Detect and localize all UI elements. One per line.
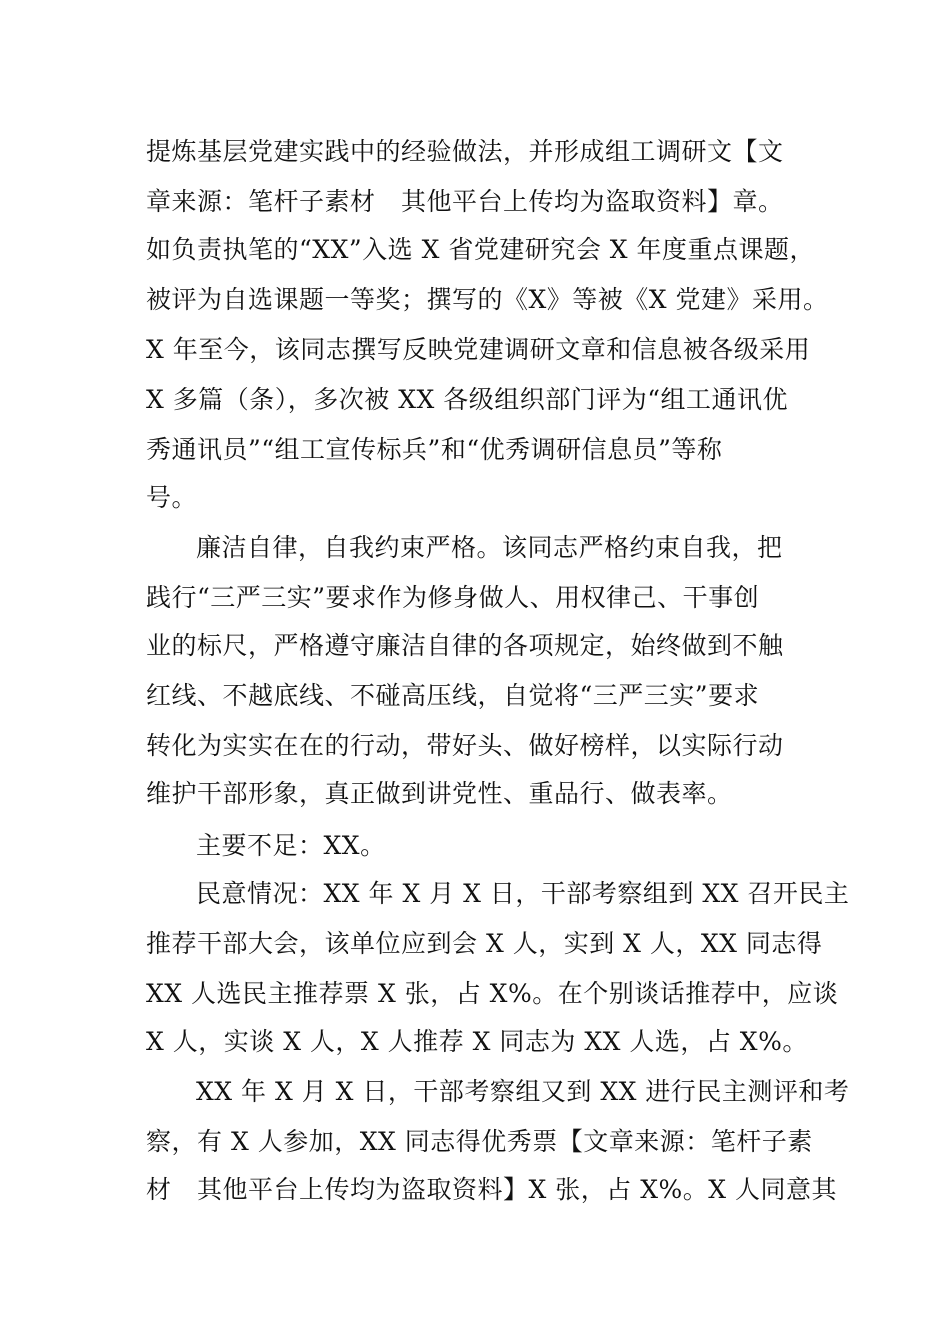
- text-line: 转化为实实在在的行动，带好头、做好榜样，以实际行动: [146, 731, 784, 760]
- text-line: 提炼基层党建实践中的经验做法，并形成组工调研文【文: [146, 137, 784, 166]
- text-line: X 人，实谈 X 人，X 人推荐 X 同志为 XX 人选，占 X%。: [146, 1027, 808, 1056]
- text-line: 践行“三严三实”要求作为修身做人、用权律己、干事创: [146, 583, 760, 612]
- text-line: 察，有 X 人参加，XX 同志得优秀票【文章来源：笔杆子素: [146, 1127, 813, 1156]
- text-line: 秀通讯员”“组工宣传标兵”和“优秀调研信息员”等称: [146, 435, 723, 464]
- text-line: 章来源：笔杆子素材 其他平台上传均为盗取资料】章。: [146, 187, 784, 216]
- paragraph-first-line: 民意情况：XX 年 X 月 X 日，干部考察组到 XX 召开民主: [196, 879, 850, 908]
- text-line: 号。: [146, 483, 198, 512]
- text-line: 如负责执笔的“XX”入选 X 省党建研究会 X 年度重点课题，: [146, 235, 816, 264]
- text-line: 材 其他平台上传均为盗取资料】X 张，占 X%。X 人同意其: [146, 1175, 837, 1204]
- paragraph-first-line: 主要不足：XX。: [196, 831, 386, 860]
- text-line: 红线、不越底线、不碰高压线，自觉将“三严三实”要求: [146, 681, 760, 710]
- text-line: 业的标尺，严格遵守廉洁自律的各项规定，始终做到不触: [146, 631, 784, 660]
- paragraph-first-line: XX 年 X 月 X 日，干部考察组又到 XX 进行民主测评和考: [196, 1077, 850, 1106]
- text-line: 维护干部形象，真正做到讲党性、重品行、做表率。: [146, 779, 733, 808]
- text-line: 被评为自选课题一等奖；撰写的《X》等被《X 党建》采用。: [146, 285, 829, 314]
- text-line: X 年至今，该同志撰写反映党建调研文章和信息被各级采用: [146, 335, 811, 364]
- text-line: X 多篇（条），多次被 XX 各级组织部门评为“组工通讯优: [146, 385, 789, 414]
- paragraph-first-line: 廉洁自律，自我约束严格。该同志严格约束自我，把: [196, 533, 783, 562]
- text-line: 推荐干部大会，该单位应到会 X 人，实到 X 人，XX 同志得: [146, 929, 823, 958]
- text-line: XX 人选民主推荐票 X 张，占 X%。在个别谈话推荐中，应谈: [146, 979, 839, 1008]
